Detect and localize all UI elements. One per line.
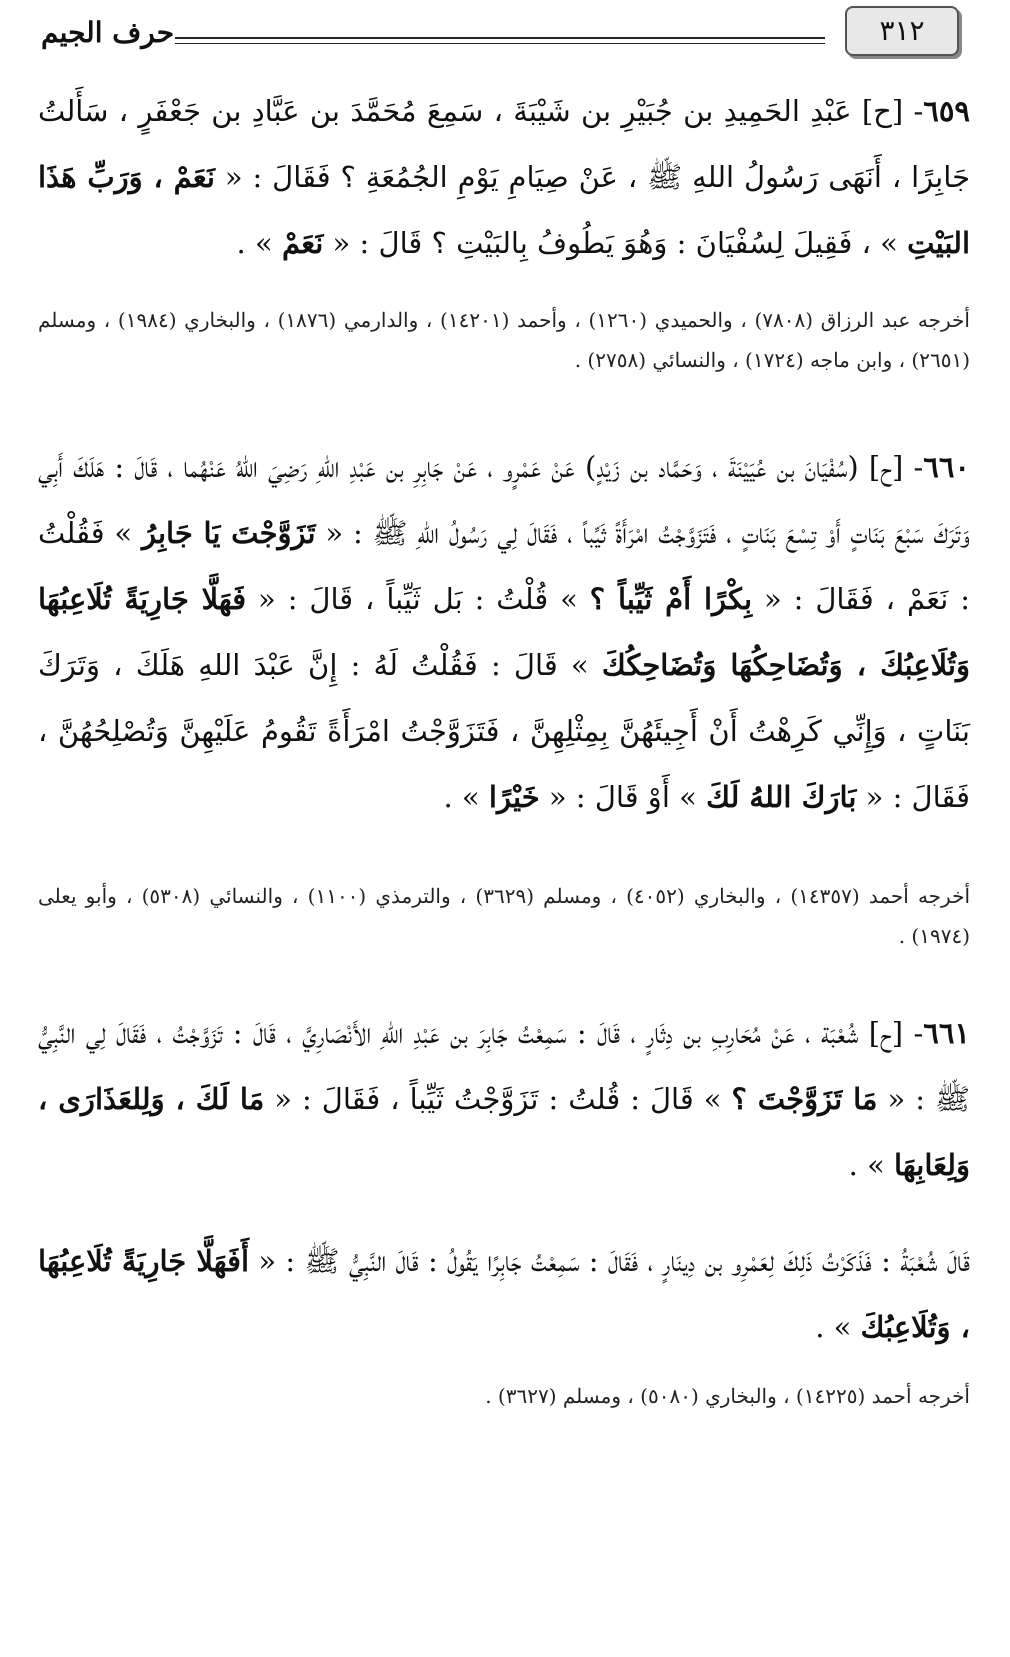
hadith-number: ٦٦١ [923, 1016, 970, 1050]
prophetic-quote: نَعَمْ [281, 226, 324, 260]
prophetic-quote: أَفَهَلَّا جَارِيَةً تُلَاعِبُهَا ، وَتُلَاعِبُكَ [38, 1244, 970, 1344]
hadith-text: - [ح] شُعْبَة ، عَنْ مُحَارِبِ بن دِثَارٍ ، قَالَ : سَمِعْتُ جَابِرَ بن عَبْدِ اللهِ الأَنْصَارِيَّ ، قَالَ : تَزَوَّجْتُ ، فَقَالَ لِي النَّبِيُّ ﷺ : « [38, 1016, 971, 1116]
prophetic-quote: خَيْرًا [488, 780, 540, 814]
hadith-text: » أَوْ قَالَ : « [539, 780, 707, 814]
prophetic-quote: مَا لَكَ ، وَلِلعَذَارَى ، وَلِعَابِهَا [38, 1082, 970, 1182]
hadith-text: » . [848, 1148, 895, 1182]
takhrij-660: أخرجه أحمد (١٤٣٥٧) ، والبخاري (٤٠٥٢) ، ومسلم (٣٦٢٩) ، والترمذي (١١٠٠) ، والنسائي (٥٣٠٨) ، وأبو يعلى (١٩٧٤) . [38, 884, 971, 948]
prophetic-quote: تَزَوَّجْتَ يَا جَابِرُ [141, 516, 316, 550]
hadith-text: » . [815, 1310, 861, 1344]
prophetic-quote: بِكْرًا أَمْ ثَيِّباً ؟ [589, 582, 753, 616]
hadith-661-continuation [38, 1228, 970, 1360]
hadith-text: - [ح] عَبْدِ الحَمِيدِ بن جُبَيْرِ بن شَيْبَةَ ، سَمِعَ مُحَمَّدَ بن عَبَّادِ بن جَعْفَرٍ ، سَأَلتُ جَابِرًا ، أَنَهَى رَسُولُ اللهِ ﷺ ، عَنْ صِيَامِ يَوْمِ الجُمُعَةِ ؟ فَقَالَ : « [38, 94, 970, 194]
prophetic-quote: مَا تَزَوَّجْتَ ؟ [731, 1082, 878, 1116]
prophetic-quote: نَعَمْ ، وَرَبِّ هَذَا البَيْتِ [38, 160, 970, 260]
header-rule [175, 43, 825, 44]
page-header [0, 0, 1010, 70]
takhrij-659: أخرجه عبد الرزاق (٧٨٠٨) ، والحميدي (١٢٦٠) ، وأحمد (١٤٢٠١) ، والدارمي (١٨٧٦) ، والبخاري (١٩٨٤) ، ومسلم (٢٦٥١) ، وابن ماجه (١٧٢٤) ، والنسائي (٢٧٥٨) . [38, 308, 970, 372]
hadith-text: » قَالَ : قُلتُ : تَزَوَّجْتُ ثَيِّباً ، فَقَالَ : « [264, 1082, 732, 1116]
page-number: ٣١٢ [845, 6, 959, 56]
hadith-text: » . [236, 226, 282, 260]
hadith-text: » قُلْتُ : بَل ثَيِّباً ، قَالَ : « [246, 582, 590, 616]
hadith-text: قَالَ شُعْبَةُ : فَذَكَرْتُ ذَلِكَ لِعَمْرِو بن دِينَارٍ ، فَقَالَ : سَمِعْتُ جَابِرًا يَقُولُ : قَالَ النَّبِيُّ ﷺ : « [249, 1244, 970, 1278]
hadith-text: » . [443, 780, 489, 814]
hadith-text: » فَقُلْتُ : نَعَمْ ، فَقَالَ : « [38, 516, 970, 616]
hadith-text: » ، فَقِيلَ لِسُفْيَانَ : وَهُوَ يَطُوفُ بِالبَيْتِ ؟ قَالَ : « [323, 226, 908, 260]
hadith-number: ٦٦٠ [923, 450, 970, 484]
hadith-659 [38, 78, 970, 276]
hadith-660 [38, 434, 970, 830]
hadith-text: » قَالَ : فَقُلْتُ لَهُ : إِنَّ عَبْدَ اللهِ هَلَكَ ، وَتَرَكَ بَنَاتٍ ، وَإِنِّي كَرِهْتُ أَنْ أَجِيئَهُنَّ بِمِثْلِهِنَّ ، فَتَزَوَّجْتُ امْرَأَةً تَقُومُ عَلَيْهِنَّ وَتُصْلِحُهُنَّ ، فَقَالَ : « [38, 648, 970, 814]
prophetic-quote: بَارَكَ اللهُ لَكَ [706, 780, 857, 814]
header-rule [175, 37, 825, 39]
hadith-661 [38, 1000, 970, 1198]
takhrij-661: أخرجه أحمد (١٤٢٢٥) ، والبخاري (٥٠٨٠) ، ومسلم (٣٦٢٧) . [485, 1384, 970, 1408]
hadith-text: - [ح] (سُفْيَانَ بن عُيَيْنَةَ ، وَحَمَّاد بن زَيْدٍ) عَنْ عَمْرٍو ، عَنْ جَابِرِ بن عَبْدِ اللهِ رَضِيَ اللهُ عَنْهُما ، قَالَ : هَلَكَ أَبِي وَتَرَكَ سَبْعَ بَنَاتٍ أَوْ تِسْعَ بَنَاتٍ ، فَتَزَوَّجْتُ امْرَأَةً ثَيِّباً ، فَقَالَ لِي رَسُولُ اللهِ ﷺ : « [38, 450, 970, 550]
prophetic-quote: فَهَلَّا جَارِيَةً تُلَاعِبُهَا وَتُلَاعِبُكَ ، وَتُضَاحِكُهَا وَتُضَاحِكُكَ [38, 582, 971, 682]
hadith-number: ٦٥٩ [923, 94, 970, 128]
chapter-title: حرف الجيم [41, 16, 174, 49]
